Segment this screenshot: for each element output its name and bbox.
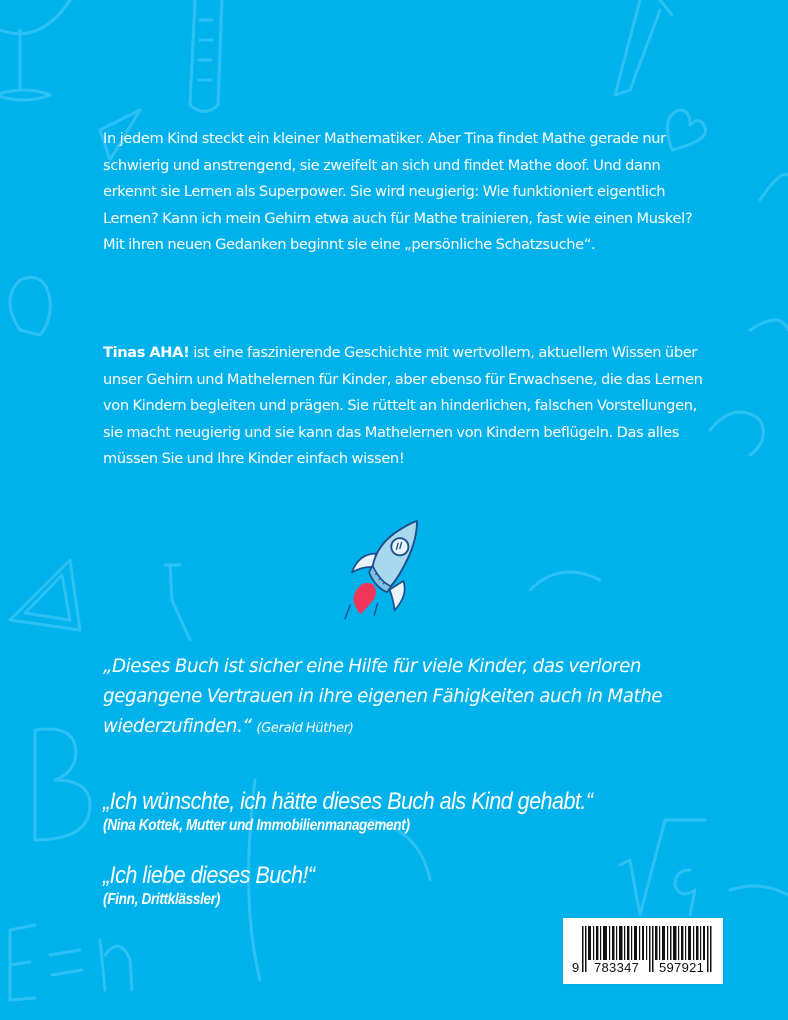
quote-author: (Nina Kottek, Mutter und Immobilienmanagement)	[103, 817, 410, 834]
quote-gerald-huether	[103, 652, 703, 744]
doodle-formula-icon	[10, 925, 132, 1000]
barcode-lead-digit: 9	[572, 960, 580, 975]
doodle-curve-bottom-icon	[730, 886, 788, 895]
quote-text: „Ich liebe dieses Buch!“	[103, 862, 315, 889]
blurb-paragraph-1-container	[103, 126, 703, 259]
isbn-barcode	[563, 918, 723, 984]
doodle-flask-icon	[165, 565, 190, 640]
quote-finn	[103, 862, 703, 910]
doodle-letter-b-icon	[35, 729, 90, 840]
doodle-pencil-right-icon	[615, 0, 672, 95]
blurb-paragraph-2	[103, 340, 703, 473]
blurb-paragraph-1: In jedem Kind steckt ein kleiner Mathematiker. Aber Tina findet Mathe gerade nur schwierig und anstrengend, sie zweifelt an sich und findet Mathe doof. Und dann erkennt sie Lernen als Superpower. Sie wird neugierig: Wie funktioniert eigentlich Lernen? Kann ich mein Gehirn etwa auch für Mathe trainieren, fast wie einen Muskel? Mit ihren neuen Gedanken beginnt sie eine „persönliche Schatzsuche“.	[103, 130, 693, 254]
doodle-triangle-icon	[10, 560, 80, 630]
barcode-left-group: 783347	[594, 960, 640, 975]
quote-text: „Dieses Buch ist sicher eine Hilfe für viele Kinder, das verloren gegangene Vertrauen in ihre eigenen Fähigkeiten auch in Mathe wiederzufinden.“	[103, 656, 663, 737]
quote-text: „Ich wünschte, ich hätte dieses Buch als Kind gehabt.“	[103, 788, 593, 815]
rocket-icon	[333, 510, 453, 635]
doodle-bulb-icon	[10, 278, 50, 336]
quote-author: (Finn, Drittklässler)	[103, 891, 220, 908]
doodle-curve-icon	[750, 174, 788, 330]
rocket-flame-icon	[354, 583, 376, 613]
blurb-paragraph-2-text: ist eine faszinierende Geschichte mit wertvollem, aktuellem Wissen über unser Gehirn und Mathelernen für Kinder, aber ebenso für Erwachsene, die das Lernen von Kindern begleiten und prägen. Sie rüttelt an hinderlichen, falschen Vorstellungen, sie macht neugierig und sie kann das Mathelernen von Kindern beflügeln. Das alles müssen Sie und Ihre Kinder einfach wissen!	[103, 344, 703, 468]
quote-nina-kottek	[103, 788, 703, 836]
book-title: Tinas AHA!	[103, 344, 190, 361]
barcode-right-group: 597921	[659, 960, 705, 975]
doodle-pencil-icon	[190, 0, 222, 112]
doodle-magnifier-icon	[0, 0, 70, 100]
blurb-paragraph-2-container	[103, 340, 703, 473]
quote-author: (Gerald Hüther)	[256, 721, 354, 736]
